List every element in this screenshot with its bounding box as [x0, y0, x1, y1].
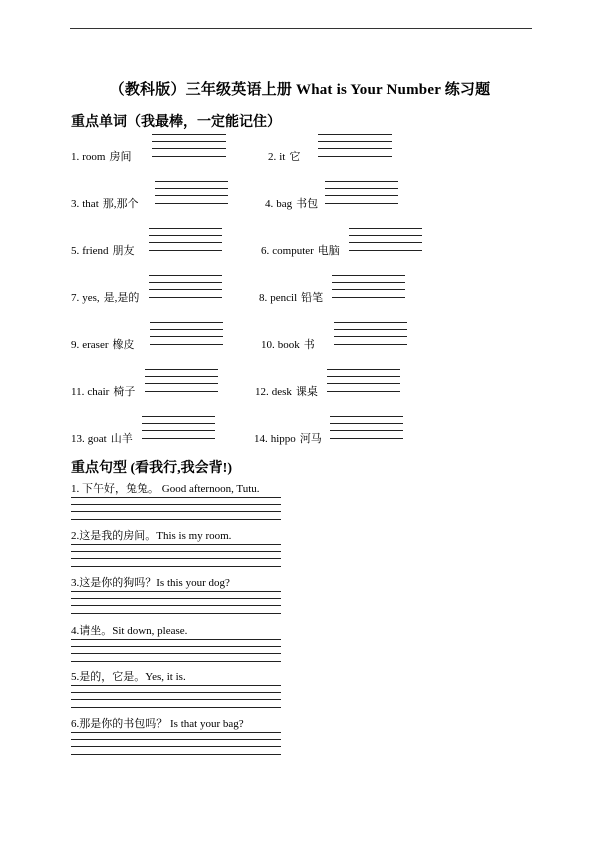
writing-line: [330, 438, 403, 439]
vocab-chinese: 橡皮: [112, 339, 135, 351]
writing-line: [71, 551, 281, 552]
writing-line: [152, 148, 226, 149]
writing-lines[interactable]: [150, 322, 223, 354]
writing-line: [150, 329, 223, 330]
vocab-number: 14.: [254, 433, 268, 445]
writing-line: [71, 639, 281, 640]
vocab-item: [71, 198, 139, 211]
writing-line: [71, 692, 281, 693]
writing-line: [142, 416, 215, 417]
sentence-item: 2.这是我的房间。This is my room.: [71, 530, 232, 542]
vocab-number: 5.: [71, 245, 80, 257]
vocab-item: [268, 151, 300, 164]
vocab-number: 1.: [71, 151, 80, 163]
writing-line: [149, 297, 222, 298]
writing-line: [150, 336, 223, 337]
writing-lines[interactable]: [149, 275, 222, 307]
vocab-chinese: 铅笔: [301, 292, 324, 304]
sentence-item: 4.请坐。Sit down, please.: [71, 625, 188, 637]
writing-line: [71, 558, 281, 559]
vocab-chinese: 书包: [296, 198, 319, 210]
writing-line: [71, 739, 281, 740]
writing-line: [349, 235, 422, 236]
vocab-chinese: 椅子: [113, 386, 136, 398]
writing-lines[interactable]: [318, 134, 392, 166]
vocab-english: that: [82, 198, 99, 210]
writing-line: [71, 544, 281, 545]
writing-line: [142, 430, 215, 431]
writing-line: [142, 423, 215, 424]
vocab-number: 12.: [255, 386, 269, 398]
sentence-item: 5.是的，它是。Yes, it is.: [71, 671, 186, 683]
writing-lines[interactable]: [330, 416, 403, 448]
writing-line: [71, 746, 281, 747]
vocab-english: goat: [87, 433, 107, 445]
writing-line: [71, 699, 281, 700]
vocab-english: book: [277, 339, 300, 351]
vocab-english: desk: [271, 386, 292, 398]
vocab-item: [71, 151, 131, 164]
vocab-number: 11.: [71, 386, 85, 398]
sentence-writing-lines[interactable]: [71, 591, 281, 621]
writing-line: [330, 423, 403, 424]
vocab-item: [71, 339, 135, 352]
writing-line: [334, 336, 407, 337]
writing-line: [155, 203, 228, 204]
writing-line: [149, 289, 222, 290]
vocab-english: pencil: [270, 292, 298, 304]
writing-line: [349, 242, 422, 243]
top-rule: [70, 28, 532, 29]
vocab-item: [261, 245, 340, 258]
writing-line: [349, 250, 422, 251]
vocab-number: 13.: [71, 433, 85, 445]
sentence-item: 6.那是你的书包吗？ Is that your bag?: [71, 718, 244, 730]
writing-lines[interactable]: [325, 181, 398, 213]
writing-line: [327, 376, 400, 377]
writing-line: [155, 188, 228, 189]
vocab-chinese: 它: [289, 151, 301, 163]
vocab-english: it: [279, 151, 286, 163]
vocab-english: friend: [82, 245, 109, 257]
sentence-writing-lines[interactable]: [71, 497, 281, 527]
vocab-english: room: [82, 151, 106, 163]
sentence-writing-lines[interactable]: [71, 685, 281, 715]
vocab-item: [71, 386, 135, 399]
writing-line: [332, 297, 405, 298]
sentence-writing-lines[interactable]: [71, 732, 281, 762]
vocab-number: 3.: [71, 198, 80, 210]
writing-line: [325, 188, 398, 189]
vocab-item: [259, 292, 323, 305]
vocab-item: [254, 433, 322, 446]
writing-line: [332, 282, 405, 283]
section-heading-sentences: 重点句型 (看我行,我会背!): [71, 461, 232, 476]
writing-line: [71, 566, 281, 567]
writing-line: [149, 275, 222, 276]
writing-line: [325, 181, 398, 182]
writing-line: [145, 391, 218, 392]
writing-line: [71, 598, 281, 599]
writing-lines[interactable]: [155, 181, 228, 213]
vocab-chinese: 朋友: [112, 245, 135, 257]
writing-line: [71, 511, 281, 512]
vocab-number: 4.: [265, 198, 274, 210]
writing-line: [71, 519, 281, 520]
vocab-english: hippo: [270, 433, 296, 445]
writing-line: [71, 591, 281, 592]
section-heading-vocabulary: 重点单词（我最棒，一定能记住）: [71, 115, 281, 130]
vocab-item: [265, 198, 318, 211]
writing-line: [149, 228, 222, 229]
writing-line: [318, 141, 392, 142]
vocab-item: [71, 245, 135, 258]
writing-line: [327, 383, 400, 384]
writing-lines[interactable]: [142, 416, 215, 448]
writing-lines[interactable]: [149, 228, 222, 260]
writing-lines[interactable]: [152, 134, 226, 166]
writing-line: [71, 685, 281, 686]
vocab-number: 9.: [71, 339, 80, 351]
vocab-chinese: 是,是的: [103, 292, 140, 304]
vocab-chinese: 山羊: [110, 433, 133, 445]
vocab-chinese: 书: [303, 339, 315, 351]
vocab-english: bag: [276, 198, 293, 210]
vocab-item: [71, 433, 133, 446]
writing-line: [71, 613, 281, 614]
writing-line: [327, 369, 400, 370]
writing-line: [318, 148, 392, 149]
writing-line: [71, 646, 281, 647]
writing-lines[interactable]: [332, 275, 405, 307]
writing-line: [330, 416, 403, 417]
vocab-chinese: 那,那个: [102, 198, 139, 210]
writing-line: [155, 181, 228, 182]
writing-line: [71, 653, 281, 654]
writing-line: [155, 195, 228, 196]
writing-line: [334, 329, 407, 330]
writing-line: [149, 250, 222, 251]
writing-line: [152, 141, 226, 142]
vocab-number: 6.: [261, 245, 270, 257]
writing-line: [150, 344, 223, 345]
vocab-item: [255, 386, 318, 399]
sentence-writing-lines[interactable]: [71, 544, 281, 574]
writing-line: [152, 156, 226, 157]
writing-line: [145, 383, 218, 384]
writing-line: [71, 661, 281, 662]
vocab-chinese: 河马: [299, 433, 322, 445]
writing-line: [318, 156, 392, 157]
writing-line: [330, 430, 403, 431]
vocab-chinese: 课桌: [295, 386, 318, 398]
vocab-english: chair: [87, 386, 110, 398]
writing-lines[interactable]: [349, 228, 422, 260]
writing-line: [71, 504, 281, 505]
writing-line: [318, 134, 392, 135]
writing-line: [149, 235, 222, 236]
sentence-writing-lines[interactable]: [71, 639, 281, 669]
writing-line: [71, 605, 281, 606]
writing-lines[interactable]: [327, 369, 400, 401]
sentence-item: 1. 下午好，兔兔。 Good afternoon, Tutu.: [71, 483, 260, 495]
writing-line: [152, 134, 226, 135]
vocab-number: 7.: [71, 292, 80, 304]
writing-line: [332, 289, 405, 290]
vocab-english: yes,: [82, 292, 100, 304]
vocab-number: 10.: [261, 339, 275, 351]
writing-line: [71, 707, 281, 708]
vocab-item: [261, 339, 315, 352]
writing-line: [71, 497, 281, 498]
writing-line: [334, 322, 407, 323]
vocab-english: computer: [272, 245, 314, 257]
writing-line: [150, 322, 223, 323]
vocab-item: [71, 292, 139, 305]
vocab-number: 8.: [259, 292, 268, 304]
vocab-chinese: 房间: [109, 151, 132, 163]
vocab-number: 2.: [268, 151, 277, 163]
vocab-chinese: 电脑: [317, 245, 340, 257]
writing-line: [145, 369, 218, 370]
writing-line: [71, 732, 281, 733]
page-title: （教科版）三年级英语上册 What is Your Number 练习题: [109, 82, 491, 98]
writing-line: [71, 754, 281, 755]
writing-line: [142, 438, 215, 439]
writing-line: [325, 203, 398, 204]
writing-line: [332, 275, 405, 276]
writing-line: [145, 376, 218, 377]
writing-line: [349, 228, 422, 229]
writing-line: [149, 242, 222, 243]
writing-line: [325, 195, 398, 196]
writing-lines[interactable]: [145, 369, 218, 401]
sentence-item: 3.这是你的狗吗？Is this your dog?: [71, 577, 230, 589]
writing-line: [327, 391, 400, 392]
writing-line: [149, 282, 222, 283]
writing-line: [334, 344, 407, 345]
vocab-english: eraser: [82, 339, 109, 351]
writing-lines[interactable]: [334, 322, 407, 354]
